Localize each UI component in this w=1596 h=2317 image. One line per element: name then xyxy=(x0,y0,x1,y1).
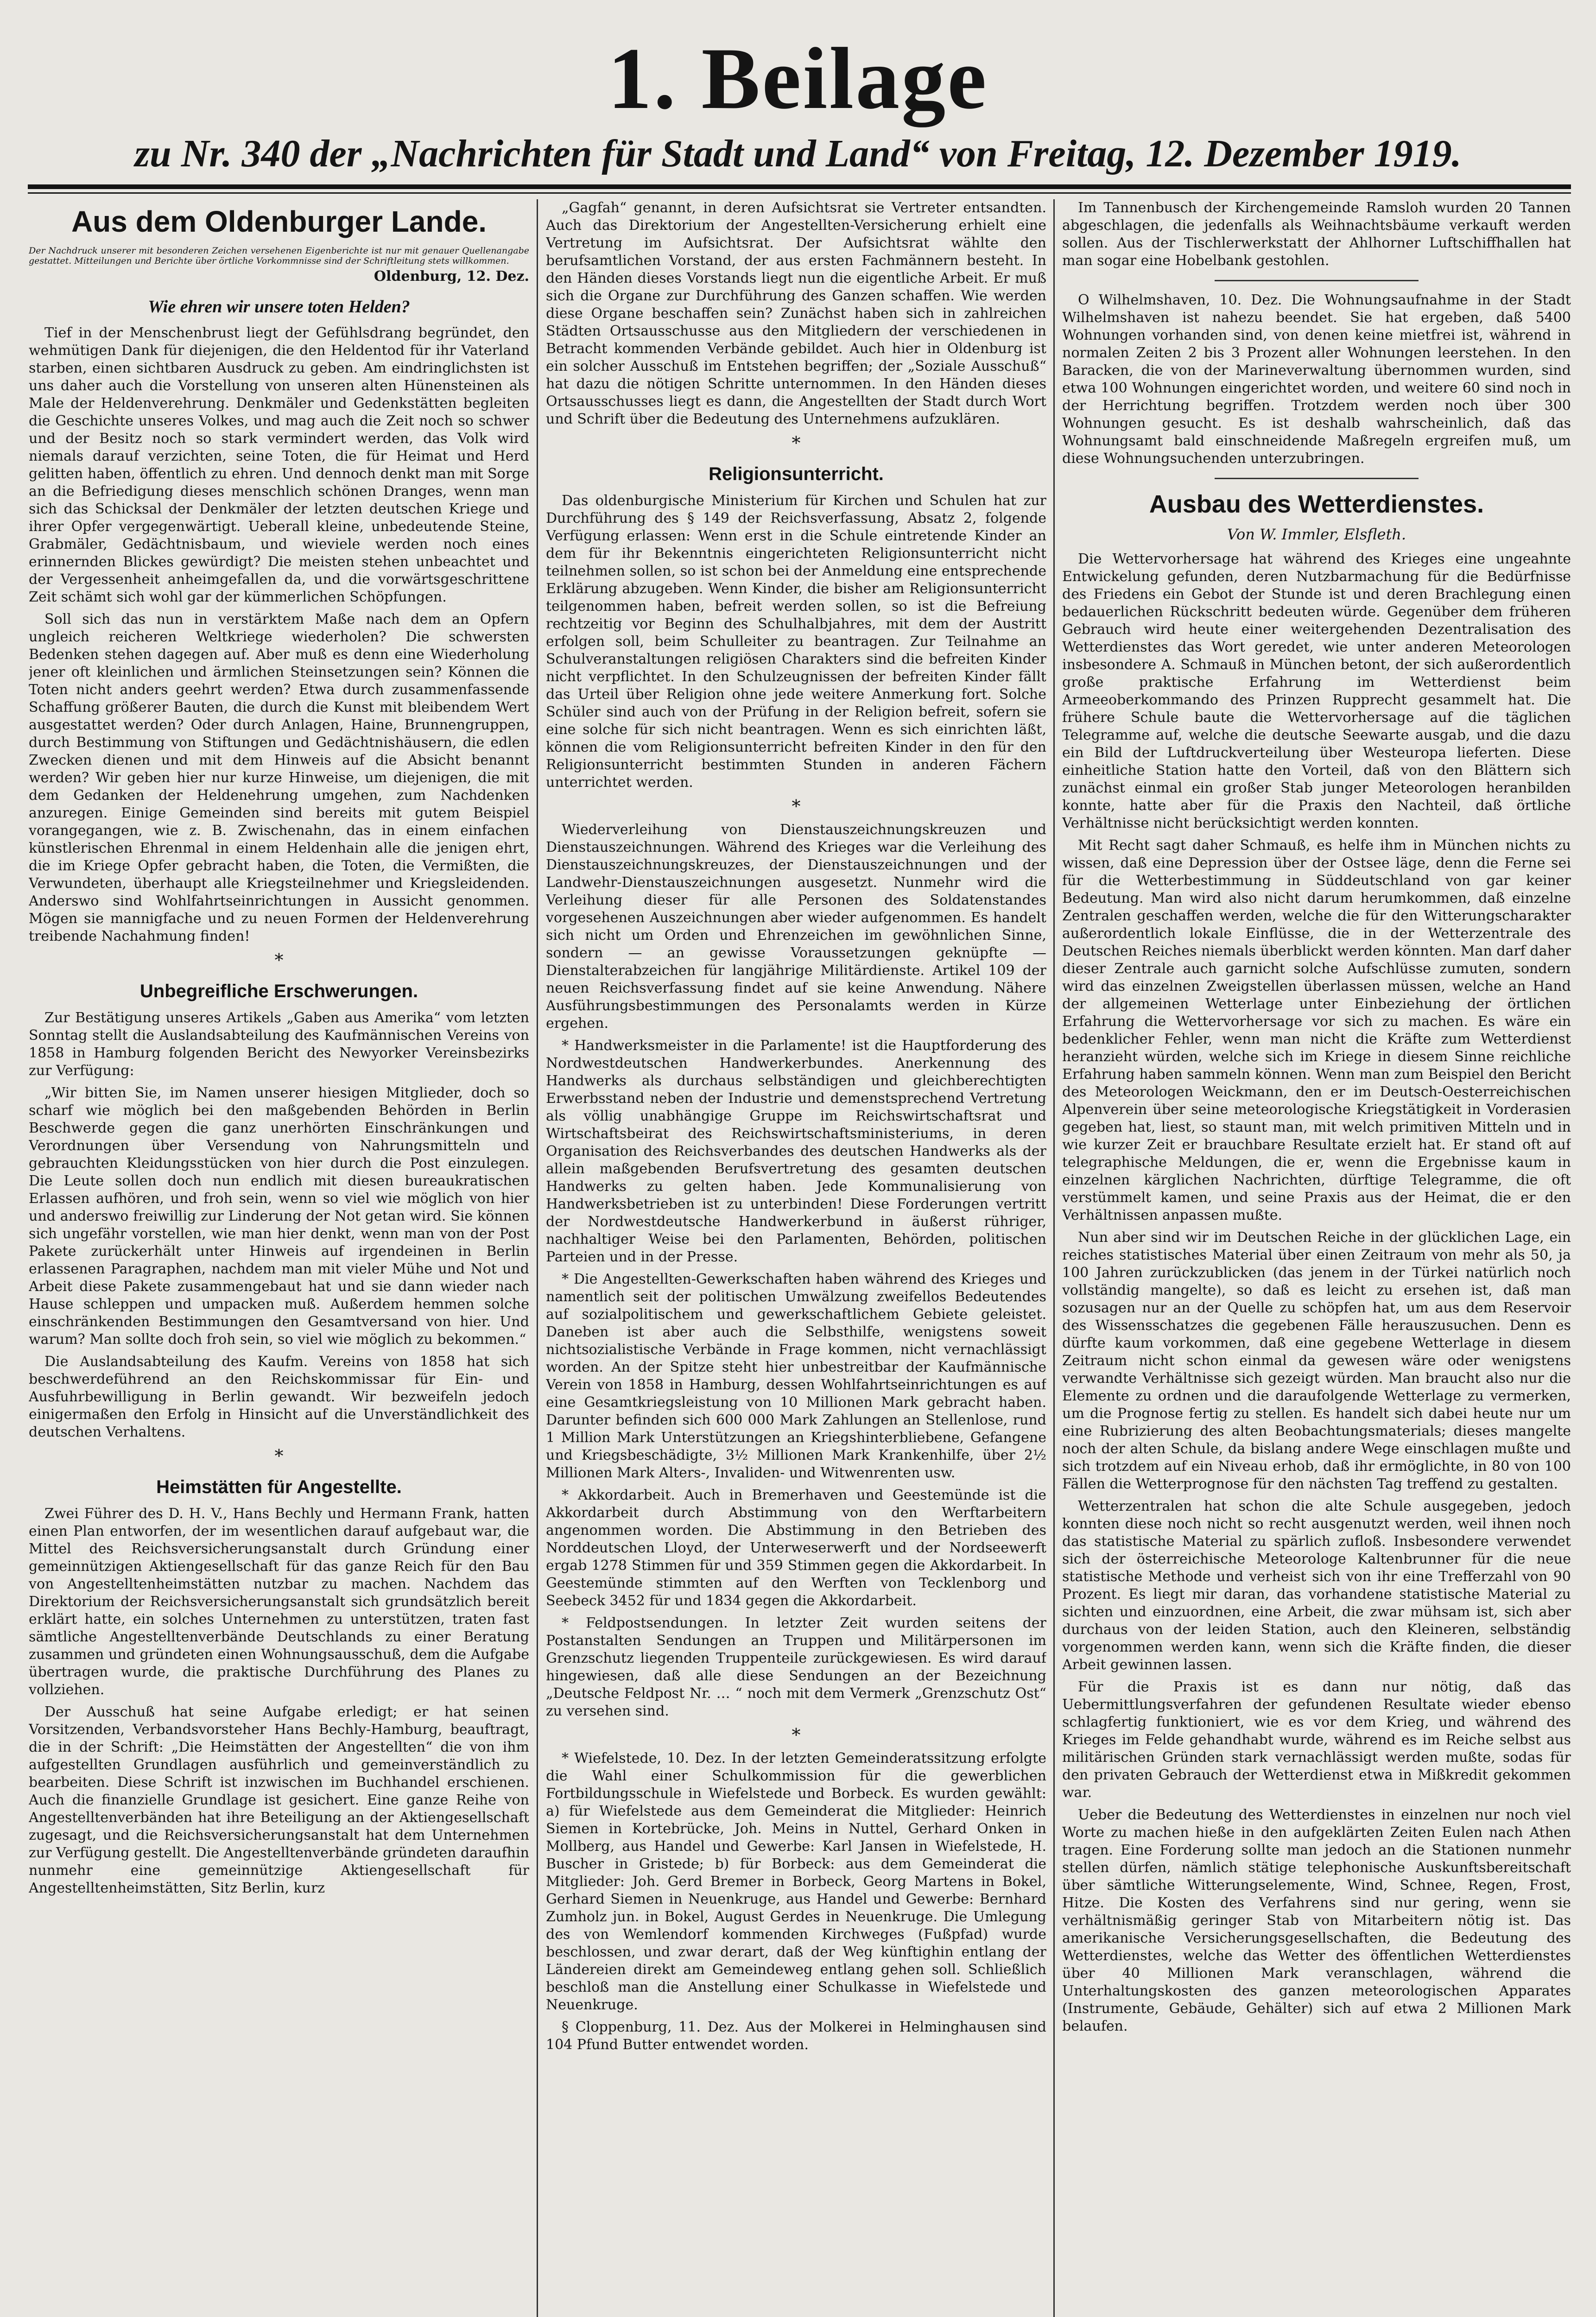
article-paragraph: § Cloppenburg, 11. Dez. Aus der Molkerei in Helminghausen sind 104 Pfund Butter entwendet worden. xyxy=(546,2019,1046,2053)
article-paragraph: „Gagfah“ genannt, in deren Aufsichtsrat sie Vertreter entsandten. Auch das Direktorium der Angestellten-Versicherung erhielt eine Vertretung im Aufsichtsrat. Der Aufsichtsrat wählte den berufsamtlichen Vorstand, der aus ersten Fachmännern besteht. In den Händen dieses Vorstands liegt nun die eigentliche Arbeit. Er muß sich die Organe zur Durchführung des Ganzen schaffen. Wie werden diese Organe beschaffen sein? Zunächst haben sich in zahlreichen Städten Ortsausschusse aus den Mitgliedern der verschiedenen in Betracht kommenden Verbände gebildet. Auch hier in Oldenburg ist ein solcher Ausschuß im Entstehen begriffen; der „Soziale Ausschuß“ hat dazu die nötigen Schritte unternommen. In den Händen dieses Ortsausschusses liegt es dann, die Angestellten der Stadt durch Wort und Schrift über die Bedeutung des Unternehmens aufzuklären. xyxy=(546,200,1046,427)
column-1 xyxy=(29,199,529,2317)
article-paragraph: Zwei Führer des D. H. V., Hans Bechly und Hermann Frank, hatten einen Plan entworfen, der im wesentlichen darauf aufgebaut war, die Mittel des Reichsversicherungsanstalt durch Gründung einer gemeinnützigen Aktiengesellschaft für das ganze Reich für den Bau von Angestelltenheimstätten nutzbar zu machen. Nachdem das Direktorium der Reichsversicherungsanstalt sich grundsätzlich bereit erklärt hatte, ein solches Unternehmen zu unterstützen, traten fast sämtliche Angestelltenverbände Deutschlands zu einer Beratung zusammen und gründeten einen Wohnungsausschuß, dem die Aufgabe übertragen wurde, die praktische Durchführung des Planes zu vollziehen. xyxy=(29,1506,529,1698)
article-paragraph: Im Tannenbusch der Kirchengemeinde Ramsloh wurden 20 Tannen abgeschlagen, die jedenfalls als Weihnachtsbäume verkauft werden sollen. Aus der Tischlerwerkstatt der Ahlhorner Luftschiffhallen hat man sogar eine Hobelbank gestohlen. xyxy=(1062,200,1571,269)
separator-star: * xyxy=(792,433,801,453)
supplement-title: 1. Beilage xyxy=(608,30,988,127)
separator-rule xyxy=(1215,478,1418,479)
separator-star: * xyxy=(792,796,801,817)
supplement-subtitle: zu Nr. 340 der „Nachrichten für Stadt und Land“ von Freitag, 12. Dezember 1919. xyxy=(134,132,1462,175)
column-divider-2 xyxy=(1053,199,1055,2317)
article-paragraph: Für die Praxis ist es dann nur nötig, daß das Uebermittlungsverfahren der gefundenen Resultate wieder ebenso schlagfertig funktioniert, wie es vor dem Krieg, und während des Krieges im Felde gehandhabt wurde, während es im Reiche selbst aus militärischen Gründen stark vernachlässigt werden mußte, sodas für den privaten Gebrauch der Wetterdienst etwa in Mißkredit gekommen war. xyxy=(1062,1679,1571,1801)
reprint-notice: Der Nachdruck unserer mit besonderen Zeichen versehenen Eigenberichte ist nur mit genauer Quellenangabe gestattet. Mitteilungen und Berichte über örtliche Vorkommnisse sind der Schriftleitung stets willkommen. xyxy=(29,246,529,266)
column-3 xyxy=(1062,199,1571,2317)
dateline: Oldenburg, 12. Dez. xyxy=(374,268,529,285)
separator-star: * xyxy=(274,1446,284,1466)
article-paragraph: Die Auslandsabteilung des Kaufm. Vereins von 1858 hat sich beschwerdeführend an den Reichskommissar für Ein- und Ausfuhrbewilligung in Berlin gewandt. Wir bezweifeln jedoch einigermaßen den Erfolg in Hinsicht auf die Unverständlichkeit des deutschen Verhaltens. xyxy=(29,1354,529,1440)
separator-rule xyxy=(1215,280,1418,281)
article-paragraph: Wiederverleihung von Dienstauszeichnungskreuzen und Dienstauszeichnungen. Während des Krieges war die Verleihung des Dienstauszeichnungskreuzes, der Dienstauszeichnungen und der Landwehr-Dienstauszeichnungen ausgesetzt. Nunmehr wird die Verleihung dieser für alle Personen des Soldatenstandes vorgesehenen Auszeichnungen aber wieder aufgenommen. Es handelt sich nicht um Orden und Ehrenzeichen im gewöhnlichen Sinne, sondern — an gewisse Voraussetzungen geknüpfte — Dienstalterabzeichen für langjährige Militärdienste. Artikel 109 der neuen Reichsverfassung findet auf sie keine Anwendung. Nähere Ausführungsbestimmungen des Personalamts werden in Kürze ergehen. xyxy=(546,822,1046,1032)
article-paragraph: * Handwerksmeister in die Parlamente! ist die Hauptforderung des Nordwestdeutschen Handwerkerbundes. Anerkennung des Handwerks als durchaus selbständigen und gleichberechtigten Erwerbsstand neben der Industrie und demenstsprechend Vertretung als völlig unabhängige Gruppe im Reichswirtschaftsrat und Wirtschaftsbeirat des Reichswirtschaftsministeriums, in deren Organisation des Reichsverbandes des deutschen Handwerks als der allein maßgebenden Berufsvertretung des gesamten deutschen Handwerks zu gelten haben. Jede Kommunalisierung von Handwerksbetrieben ist zu unterbinden! Diese Forderungen vertritt der Nordwestdeutsche Handwerkerbund in äußerst rühriger, nachhaltiger Weise bei den Parlamenten, Behörden, politischen Parteien und in der Presse. xyxy=(546,1038,1046,1265)
article-title: Heimstätten für Angestellte. xyxy=(156,1477,402,1497)
author-byline: Von W. Immler, Elsfleth. xyxy=(1227,525,1406,543)
article-paragraph: Zur Bestätigung unseres Artikels „Gaben aus Amerika“ vom letzten Sonntag stellt die Auslandsabteilung des Kaufmännischen Vereins von 1858 in Hamburg folgenden Bericht des Newyorker Vereinsbezirks zur Verfügung: xyxy=(29,1010,529,1079)
masthead xyxy=(0,32,1596,177)
column-2 xyxy=(546,199,1046,2317)
article-paragraph: Tief in der Menschenbrust liegt der Gefühlsdrang begründet, den wehmütigen Dank für diejenigen, die den Heldentod für ihr Vaterland starben, einen sichtbaren Ausdruck zu geben. Am eindringlichsten ist uns daher auch die Vorstellung von unseren alten Hünensteinen als Male der Heldenverehrung. Denkmäler und Gedenkstätten begleiten die Geschichte unseres Volkes, und mag auch die Zeit noch so schwer und der Besitz noch so stark vermindert werden, das Volk wird niemals darauf verzichten, seine Toten, die für Heimat und Herd gelitten haben, öffentlich zu ehren. Und dennoch denkt man mit Sorge an die Befriedigung dieses menschlich schönen Dranges, wenn man sich das Schicksal der Denkmäler der letzten deutschen Kriege und ihrer Opfer vergegenwärtigt. Ueberall kleine, unbedeutende Steine, Grabmäler, Gedächtnisbaum, und wieviele werden noch eines erinnernden Blickes gewürdigt? Die meisten stehen unbeachtet und der Vergessenheit anheimgefallen da, und die vorwärtsgeschrittene Zeit schämt sich wohl gar der kümmerlichen Schöpfungen. xyxy=(29,325,529,605)
article-paragraph: * Feldpostsendungen. In letzter Zeit wurden seitens der Postanstalten Sendungen an Truppen und Militärpersonen im Grenzschutz liegenden Truppenteile zurückgewiesen. Es wird darauf hingewiesen, daß alle diese Sendungen an der Bezeichnung „Deutsche Feldpost Nr. … “ noch mit dem Vermerk „Grenzschutz Ost“ zu versehen sind. xyxy=(546,1615,1046,1719)
article-paragraph: Soll sich das nun in verstärktem Maße nach dem an Opfern ungleich reicheren Weltkriege wiederholen? Die schwersten Bedenken stehen dagegen auf. Aber muß es denn eine Wiederholung jener oft kleinlichen und ärmlichen Steinsetzungen sein? Können die Toten nicht anders geehrt werden? Etwa durch zusammenfassende Schaffung größerer Bauten, die durch die Kunst mit bleibendem Wert ausgestattet werden? Oder durch Anlagen, Haine, Brunnengruppen, durch Bestimmung von Stiftungen und Gedächtnishäusern, die edlen Zwecken dienen und mit dem Hinweis auf die Absicht benannt werden? Wir geben hier nur kurze Hinweise, um diejenigen, die mit dem Gedanken der Heldenehrung umgehen, zum Nachdenken anzuregen. Einige Gemeinden sind bereits mit gutem Beispiel vorangegangen, wie z. B. Zwischenahn, das in einem einfachen künstlerischen Ehrenmal in einem Heldenhain alle die jenigen ehrt, die im Kriege Opfer gebracht haben, die Toten, die Vermißten, die Verwundeten, überhaupt alle Kriegsteilnehmer und Kriegsleidenden. Anderswo sind Wohlfahrtseinrichtungen in Aussicht genommen. Mögen sie mannigfache und zu neuen Formen der Heldenverehrung treibende Nachahmung finden! xyxy=(29,611,529,944)
column-divider-1 xyxy=(537,199,538,2317)
article-paragraph: Das oldenburgische Ministerium für Kirchen und Schulen hat zur Durchführung des § 149 der Reichsverfassung, Absatz 2, folgende Verfügung erlassen: Wenn erst in die Schule eintretende Kinder an dem für ihr Bekenntnis eingerichteten Religionsunterricht nicht teilnehmen sollen, so ist schon bei der Anmeldung eine entsprechende Erklärung abzugeben. Wenn Kinder, die bisher am Religionsunterricht teilgenommen haben, befreit werden sollen, so ist die Befreiung rechtzeitig vor Beginn des Schulhalbjahres, mit dem der Austritt erfolgen soll, beim Schulleiter zu beantragen. Zur Teilnahme an Schulveranstaltungen religiösen Charakters sind die befreiten Kinder nicht verpflichtet. In den Schulzeugnissen der befreiten Kinder fällt das Urteil über Religion ohne jede weitere Anmerkung fort. Solche Schüler sind auch von der Prüfung in der Religion befreit, sofern sie eine solche für sich nicht beantragen. Wenn es sich einrichten läßt, können die vom Religionsunterricht befreiten Kinder in den für den Religionsunterricht bestimmten Stunden in anderen Fächern unterrichtet werden. xyxy=(546,493,1046,791)
article-paragraph: Der Ausschuß hat seine Aufgabe erledigt; er hat seinen Vorsitzenden, Verbandsvorsteher Hans Bechly-Hamburg, beauftragt, die in der Schrift: „Die Heimstätten der Angestellten“ die von ihm aufgestellten Grundlagen ausführlich und gemeinverständlich zu bearbeiten. Diese Schrift ist inzwischen im Buchhandel erschienen. Auch die finanzielle Grundlage ist gesichert. Eine ganze Reihe von Angestelltenverbänden hat ihre Beteiligung an der Aktiengesellschaft zugesagt, und die Reichsversicherungsanstalt hat dem Unternehmen zur Verfügung gestellt. Die Angestelltenverbände gründeten daraufhin nunmehr eine gemeinnützige Aktiengesellschaft für Angestelltenheimstätten, Sitz Berlin, kurz xyxy=(29,1704,529,1896)
article-paragraph: Die Wettervorhersage hat während des Krieges eine ungeahnte Entwickelung gefunden, deren Nutzbarmachung für die Bedürfnisse des Friedens ein Gebot der Stunde ist und deren Brachlegung einen bedauerlichen Rückschritt bedeuten würde. Gegenüber dem früheren Gebrauch wird heute einer weitergehenden Dezentralisation des Wetterdienstes das Wort geredet, wie unter anderen Meteorologen insbesondere A. Schmauß in München betont, der sich außerordentlich große praktische Erfahrung im Wetterdienst beim Armeeoberkommando des Prinzen Rupprecht gesammelt hat. Die frühere Schule baute die Wettervorhersage auf die täglichen Telegramme auf, welche die deutsche Seewarte ausgab, und die dazu ein Bild der Luftdruckverteilung über Westeuropa lieferten. Diese einheitliche Station hatte den Vorteil, daß von den Blättern sich zunächst einmal ein großer Stab junger Meteorologen heranbilden konnte, hatte aber für die Praxis den Nachteil, daß örtliche Verhältnisse nicht berücksichtigt werden konnten. xyxy=(1062,551,1571,831)
article-paragraph: Mit Recht sagt daher Schmauß, es helfe ihm in München nichts zu wissen, daß eine Depression über der Ostsee läge, denn die Ferne sei für die Wetterbestimmung in Süddeutschland von gar keiner Bedeutung. Man wird also nicht darum herumkommen, daß einzelne Zentralen geschaffen werden, welche die für den Witterungscharakter außerordentlich lokale Einflüsse, die in der Wetterzentrale des Deutschen Reiches niemals überblickt werden könnten. Man darf daher dieser Zentrale auch garnicht solche Aufschlüsse zumuten, sondern wird das einzelnen Zweigstellen überlassen müssen, welche an Hand der allgemeinen Wetterlage unter Einbeziehung der örtlichen Erfahrung die Wettervorhersage vor sich zu machen. Es wäre ein bedenklicher Fehler, wenn man nicht die Kräfte zum Wetterdienst heranzieht würden, welche sich im Kriege in diesem Sinne reichliche Erfahrung haben sammeln können. Wenn man zum Beispiel den Bericht des Meteorologen Weickmann, den er im Deutsch-Oesterreichischen Alpenverein über seine meteorologische Kriegstätigkeit in Vorderasien gegeben hat, liest, so staunt man, mit welch primitiven Mitteln und in wie kurzer Zeit er brauchbare Resultate erzielt hat. Er stand oft auf telegraphische Meldungen, die er, wenn die Ergebnisse kaum in einzelnen kärglichen Nachrichten, dürftige Telegramme, die oft verstümmelt kamen, und seine Praxis aus der Heimat, die er den Verhältnissen anpassen mußte. xyxy=(1062,837,1571,1223)
article-paragraph: O Wilhelmshaven, 10. Dez. Die Wohnungsaufnahme in der Stadt Wilhelmshaven ist nahezu beendet. Sie hat ergeben, daß 5400 Wohnungen vorhanden sind, von denen keine mietfrei ist, während in normalen Zeiten 2 bis 3 Prozent aller Wohnungen leerstehen. In den Baracken, die von der Marineverwaltung übernommen wurden, sind etwa 100 Wohnungen eingerichtet worden, und weitere 60 sind noch in der Herrichtung begriffen. Trotzdem werden noch über 300 Wohnungen gesucht. Es ist deshalb wahrscheinlich, daß das Wohnungsamt bald einschneidende Maßregeln ergreifen muß, um diese Wohnungsuchenden unterzubringen. xyxy=(1062,292,1571,467)
article-title: Wie ehren wir unsere toten Helden? xyxy=(148,297,410,317)
article-paragraph: Nun aber sind wir im Deutschen Reiche in der glücklichen Lage, ein reiches statistisches Material über einen Zeitraum von mehr als 50, ja 100 Jahren zurückzublicken (das jenem in der Türkei natürlich noch vollständig mangelte), so daß es leicht zu ersehen ist, daß man sozusagen nur an der Quelle zu schöpfen hat, um aus dem Reservoir des Wissensschatzes die gegebenen Fälle herauszusuchen. Denn es dürfte kaum vorkommen, daß eine gegebene Wetterlage in diesem Zeitraum nicht schon einmal da gewesen wäre oder wenigstens verwandte Verhältnisse sich gezeigt würden. Man braucht also nur die Elemente zu ordnen und die daraufolgende Wetterlage zu vermerken, um die Prognose fertig zu stellen. Es handelt sich dabei heute nur um eine Rubrizierung des alten Beobachtungsmaterials; dieses mangelte noch der alten Schule, da bislang andere Wege einschlagen mußte und sich trotzdem auf ein Niveau erhob, daß ihr ermöglichte, in 80 von 100 Fällen die Wetterprognose für den nächsten Tag treffend zu gestalten. xyxy=(1062,1229,1571,1492)
article-title: Religionsunterricht. xyxy=(709,464,884,484)
separator-star: * xyxy=(792,1725,801,1745)
header-rule xyxy=(28,184,1571,189)
article-paragraph: „Wir bitten Sie, im Namen unserer hiesigen Mitglieder, doch so scharf wie möglich bei den maßgebenden Behörden in Berlin Beschwerde gegen die ganz unerhörten Einschränkungen und Verordnungen über Versendung von Nahrungsmitteln und gebrauchten Kleidungsstücken von hier durch die Post einzulegen. Die Leute sollen doch nun endlich mit diesen bureaukratischen Erlassen aufhören, und froh sein, wenn so viel wie möglich von hier und anderswo freiwillig zur Linderung der Not getan wird. Sie können sich ungefähr vorstellen, wie man hier denkt, wenn man von der Post Pakete zurückerhält unter Hinweis auf irgendeinen in Berlin erlassenen Paragraphen, nachdem man mit vieler Mühe und Not und Arbeit diese Pakete zusammengebaut hat und sie dann wieder nach Hause schleppen und umpacken muß. Außerdem hemmen solche einschränkenden Bestimmungen den Gesamtversand von hier. Und warum? Man sollte doch froh sein, so viel wie möglich zu bekommen.“ xyxy=(29,1085,529,1348)
article-paragraph: Wetterzentralen hat schon die alte Schule ausgegeben, jedoch konnten diese noch nicht so recht ausgenutzt werden, weil ihnen noch das statistische Material zu spärlich zufloß. Insbesondere verwendet sich der österreichische Meteorologe Kaltenbrunner für die neue statistische Methode und verheist sich von ihr eine Trefferzahl von 90 Prozent. Es liegt mir daran, das vorhandene statistische Material zu sichten und einzuordnen, eine Arbeit, die zwar mühsam ist, sich aber durchaus von der leiden Station, auch den Kleineren, selbständig vorgenommen werden kann, wenn sich die Kräfte finden, die dieser Arbeit gewinnen lassen. xyxy=(1062,1498,1571,1673)
article-title: Ausbau des Wetterdienstes. xyxy=(1149,490,1484,518)
article-paragraph: * Wiefelstede, 10. Dez. In der letzten Gemeinderatssitzung erfolgte die Wahl einer Schulkommission für die gewerblichen Fortbildungsschule in Wiefelstede und Borbeck. Es wurden gewählt: a) für Wiefelstede aus dem Gemeinderat die Mitglieder: Heinrich Siemen in Kortebrücke, Joh. Meins in Nuttel, Gerhard Onken in Mollberg, aus Handel und Gewerbe: Karl Jansen in Wiefelstede, H. Buscher in Gristede; b) für Borbeck: aus dem Gemeinderat die Mitglieder: Joh. Gerd Bremer in Borbeck, Georg Martens in Bokel, Gerhard Siemen in Neuenkruge, aus Handel und Gewerbe: Bernhard Zumholz jun. in Bokel, August Gerdes in Neuenkruge. Die Umlegung des von Wemlendorf kommenden Kirchweges (Fußpfad) wurde beschlossen, und zwar derart, daß der Weg künftighin entlang der Ländereien direkt am Gemeindeweg entlang gehen soll. Schließlich beschloß man die Anstellung einer Schulkasse in Wiefelstede und Neuenkruge. xyxy=(546,1750,1046,2013)
article-title: Unbegreifliche Erschwerungen. xyxy=(139,981,418,1001)
article-paragraph: Ueber die Bedeutung des Wetterdienstes in einzelnen nur noch viel Worte zu machen hieße in den aufgeklärten Zeiten Eulen nach Athen tragen. Eine Forderung sollte man jedoch an die Stationen nunmehr stellen dürfen, nämlich stätige telephonische Auskunftsbereitschaft über sämtliche Witterungselemente, Wind, Schnee, Regen, Frost, Hitze. Die Kosten des Verfahrens sind nur gering, wenn sie verhältnismäßig geringer Stab von Mitarbeitern nötig ist. Das amerikanische Versicherungsgesellschaften, die Bedeutung des Wetterdienstes, welche das Wetter des öffentlichen Wetterdienstes über 40 Millionen Mark veranschlagen, während die Unterhaltungskosten des ganzen meteorologischen Apparates (Instrumente, Gebäude, Gehälter) sich auf etwa 2 Millionen Mark belaufen. xyxy=(1062,1807,1571,2034)
section-title: Aus dem Oldenburger Lande. xyxy=(71,205,487,238)
separator-star: * xyxy=(274,950,284,970)
article-paragraph: * Akkordarbeit. Auch in Bremerhaven und Geestemünde ist die Akkordarbeit durch Abstimmung von den Werftarbeitern angenommen worden. Die Abstimmung in den Betrieben des Norddeutschen Lloyd, der Unterweserwerft und der Nordseewerft ergab 1278 Stimmen für und 359 Stimmen gegen die Akkordarbeit. In Geestemünde stimmten auf den Werften von Tecklenborg und Seebeck 3452 für und 1834 gegen die Akkordarbeit. xyxy=(546,1487,1046,1609)
header-rule-thin xyxy=(28,192,1571,194)
article-paragraph: * Die Angestellten-Gewerkschaften haben während des Krieges und namentlich seit der politischen Umwälzung zweifellos Bedeutendes auf sozialpolitischem und gewerkschaftlichem Gebiete geleistet. Daneben ist aber auch die Selbsthilfe, wenigstens soweit nichtsozialistische Verbände in Frage kommen, nicht vernachlässigt worden. An der Spitze steht hier unbestreitbar der Kaufmännische Verein von 1858 in Hamburg, dessen Wohlfahrtseinrichtungen es auf eine Gesamtkriegsleistung von 10 Millionen Mark gebracht haben. Darunter befinden sich 600 000 Mark Zahlungen an Stellenlose, rund 1 Million Mark Unterstützungen an Kriegshinterbliebene, Gefangene und Kriegsbeschädigte, 3½ Millionen Mark Krankenhilfe, über 2½ Millionen Mark Alters-, Invaliden- und Witwenrenten usw. xyxy=(546,1271,1046,1481)
